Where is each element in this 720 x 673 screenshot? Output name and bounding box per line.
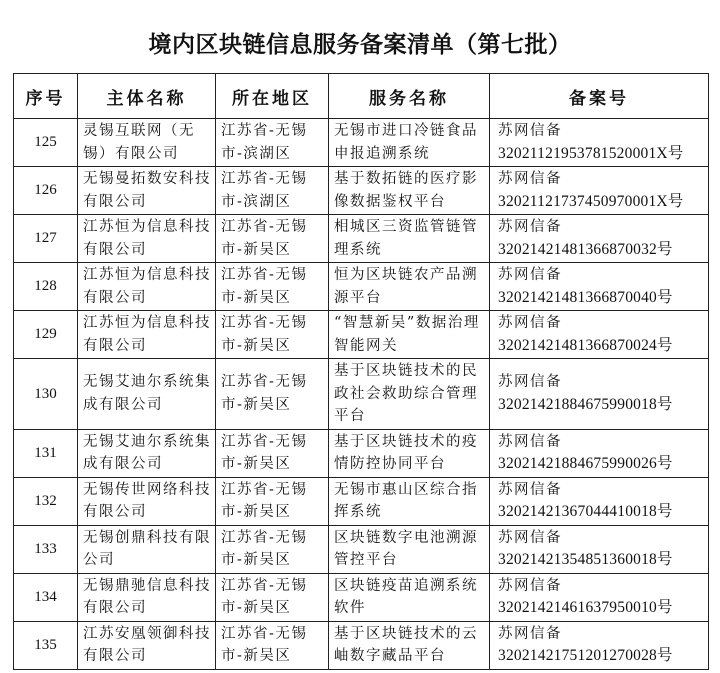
table-row — [14, 167, 709, 215]
record-authority: 苏网信备 — [498, 625, 562, 642]
record-number-cell — [490, 573, 709, 621]
serial-cell: 131 — [14, 429, 78, 477]
region-cell: 江苏省-无锡市-新吴区 — [216, 359, 329, 430]
header-region: 所在地区 — [216, 74, 329, 119]
record-authority: 苏网信备 — [498, 529, 562, 546]
record-number-cell — [490, 215, 709, 263]
service-cell: 基于区块链技术的疫情防控协同平台 — [329, 429, 490, 477]
record-authority: 苏网信备 — [498, 481, 562, 498]
serial-cell: 126 — [14, 167, 78, 215]
service-cell: 基于区块链技术的民政社会救助综合管理平台 — [329, 359, 490, 430]
table-row — [14, 573, 709, 621]
record-number-cell — [490, 359, 709, 430]
record-authority: 苏网信备 — [498, 171, 562, 187]
header-service: 服务名称 — [329, 74, 490, 119]
record-authority: 苏网信备 — [498, 219, 562, 235]
record-authority: 苏网信备 — [498, 433, 562, 450]
entity-cell: 灵锡互联网（无锡）有限公司 — [78, 119, 216, 167]
serial-cell: 130 — [14, 359, 78, 430]
table-row — [14, 311, 709, 359]
header-record-no: 备案号 — [490, 74, 709, 119]
record-number: 32021121953781520001X号 — [498, 144, 684, 162]
service-cell: 无锡市惠山区综合指挥系统 — [329, 477, 490, 525]
service-cell: 基于数拓链的医疗影像数据鉴权平台 — [329, 167, 490, 215]
record-authority: 苏网信备 — [498, 123, 562, 139]
region-cell: 江苏省-无锡市-新吴区 — [216, 429, 329, 477]
table-row — [14, 119, 709, 167]
record-number: 32021421367044410018号 — [498, 503, 673, 520]
record-number-cell — [490, 311, 709, 359]
serial-cell: 133 — [14, 525, 78, 573]
service-cell: 无锡市进口冷链食品申报追溯系统 — [329, 119, 490, 167]
service-cell: “智慧新吴”数据治理智能网关 — [329, 311, 490, 359]
serial-cell: 132 — [14, 477, 78, 525]
record-number: 32021421751201270028号 — [498, 647, 673, 664]
region-cell: 江苏省-无锡市-新吴区 — [216, 525, 329, 573]
entity-cell: 无锡鼎驰信息科技有限公司 — [78, 573, 216, 621]
table-row — [14, 477, 709, 525]
region-cell: 江苏省-无锡市-新吴区 — [216, 477, 329, 525]
document-title: 境内区块链信息服务备案清单（第七批） — [148, 32, 572, 58]
record-number: 32021421481366870040号 — [498, 288, 673, 306]
serial-cell: 125 — [14, 119, 78, 167]
region-cell: 江苏省-无锡市-新吴区 — [216, 215, 329, 263]
entity-cell: 无锡创鼎科技有限公司 — [78, 525, 216, 573]
header-serial: 序号 — [14, 74, 78, 119]
serial-cell: 127 — [14, 215, 78, 263]
table-row — [14, 429, 709, 477]
serial-cell: 135 — [14, 621, 78, 669]
region-cell: 江苏省-无锡市-滨湖区 — [216, 119, 329, 167]
record-number: 32021121737450970001X号 — [498, 192, 684, 210]
table-row — [14, 621, 709, 669]
entity-cell: 无锡艾迪尔系统集成有限公司 — [78, 359, 216, 430]
table-row — [14, 215, 709, 263]
filing-table — [13, 73, 709, 670]
record-number-cell — [490, 119, 709, 167]
table-row — [14, 525, 709, 573]
record-number-cell — [490, 477, 709, 525]
entity-cell: 无锡传世网络科技有限公司 — [78, 477, 216, 525]
record-number-cell — [490, 167, 709, 215]
service-cell: 相城区三资监管链管理系统 — [329, 215, 490, 263]
serial-cell: 128 — [14, 263, 78, 311]
record-number: 32021421884675990026号 — [498, 455, 673, 472]
record-number-cell — [490, 525, 709, 573]
region-cell: 江苏省-无锡市-新吴区 — [216, 573, 329, 621]
record-number: 32021421481366870024号 — [498, 336, 673, 354]
header-row — [14, 74, 709, 119]
entity-cell: 无锡曼拓数安科技有限公司 — [78, 167, 216, 215]
service-cell: 区块链疫苗追溯系统软件 — [329, 573, 490, 621]
record-number-cell — [490, 263, 709, 311]
record-number: 32021421461637950010号 — [498, 599, 673, 616]
table-row — [14, 359, 709, 430]
entity-cell: 江苏恒为信息科技有限公司 — [78, 311, 216, 359]
record-number: 32021421884675990018号 — [498, 395, 673, 413]
region-cell: 江苏省-无锡市-新吴区 — [216, 263, 329, 311]
service-cell: 区块链数字电池溯源管控平台 — [329, 525, 490, 573]
entity-cell: 无锡艾迪尔系统集成有限公司 — [78, 429, 216, 477]
service-cell: 基于区块链技术的云岫数字藏品平台 — [329, 621, 490, 669]
service-cell: 恒为区块链农产品溯源平台 — [329, 263, 490, 311]
record-authority: 苏网信备 — [498, 577, 562, 594]
table-row — [14, 263, 709, 311]
region-cell: 江苏省-无锡市-新吴区 — [216, 311, 329, 359]
header-entity: 主体名称 — [78, 74, 216, 119]
record-number-cell — [490, 621, 709, 669]
record-number: 32021421481366870032号 — [498, 240, 673, 258]
region-cell: 江苏省-无锡市-滨湖区 — [216, 167, 329, 215]
region-cell: 江苏省-无锡市-新吴区 — [216, 621, 329, 669]
record-authority: 苏网信备 — [498, 315, 562, 331]
serial-cell: 129 — [14, 311, 78, 359]
entity-cell: 江苏安凰领御科技有限公司 — [78, 621, 216, 669]
serial-cell: 134 — [14, 573, 78, 621]
entity-cell: 江苏恒为信息科技有限公司 — [78, 263, 216, 311]
record-number-cell — [490, 429, 709, 477]
record-authority: 苏网信备 — [498, 374, 562, 391]
record-number: 32021421354851360018号 — [498, 551, 673, 568]
record-authority: 苏网信备 — [498, 267, 562, 283]
entity-cell: 江苏恒为信息科技有限公司 — [78, 215, 216, 263]
